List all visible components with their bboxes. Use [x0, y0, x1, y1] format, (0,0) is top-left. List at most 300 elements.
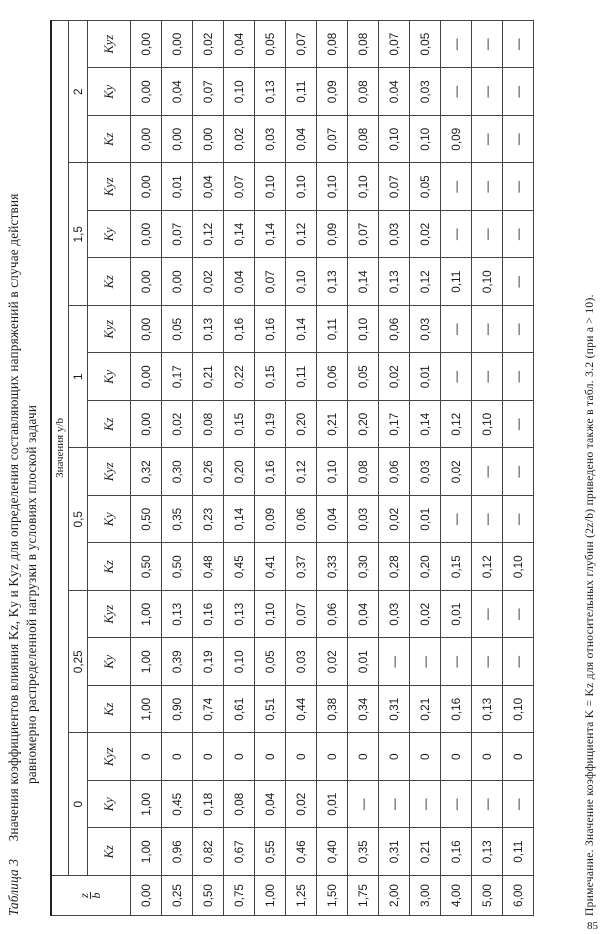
table-row — [379, 20, 410, 915]
table-cell: 0,02 — [162, 401, 193, 449]
subcol-label: Kz — [101, 417, 116, 431]
table-cell: 0,04 — [317, 496, 348, 544]
table-cell: 0,08 — [348, 20, 379, 68]
table-cell: 0,11 — [286, 353, 317, 401]
table-cell: 0,15 — [255, 353, 286, 401]
table-cell: — — [472, 638, 503, 686]
table-cell: 0,39 — [162, 638, 193, 686]
table-cell: 0,37 — [286, 543, 317, 591]
table-cell: 0,08 — [348, 68, 379, 116]
table-cell: 0,22 — [224, 353, 255, 401]
table-cell: — — [441, 353, 472, 401]
table-cell: 0,07 — [193, 68, 224, 116]
table-cell: 1,00 — [131, 828, 162, 876]
table-row — [286, 20, 317, 915]
table-cell: 0,04 — [224, 20, 255, 68]
table-cell: 0,10 — [224, 638, 255, 686]
table-cell: 0 — [410, 733, 441, 781]
table-cell: 0,11 — [317, 306, 348, 354]
table-cell: 0,02 — [410, 211, 441, 259]
table-cell: 0,13 — [317, 258, 348, 306]
subcol-header — [88, 306, 131, 354]
table-cell: 0,02 — [379, 353, 410, 401]
table-cell: — — [472, 306, 503, 354]
table-cell: 0,05 — [410, 20, 441, 68]
row-zb-value: 0,25 — [162, 876, 193, 916]
table-row — [410, 20, 441, 915]
row-zb-value: 2,00 — [379, 876, 410, 916]
table-label: Таблица 3 — [6, 858, 21, 916]
table-cell: 0,04 — [255, 781, 286, 829]
table-cell: 0,03 — [379, 591, 410, 639]
row-zb-value: 4,00 — [441, 876, 472, 916]
subcol-header — [88, 20, 131, 68]
table-cell: 0,12 — [193, 211, 224, 259]
table-cell: 0,67 — [224, 828, 255, 876]
row-header-fraction: z b — [77, 892, 103, 899]
table-cell: 0,09 — [441, 116, 472, 164]
subcol-header — [88, 211, 131, 259]
table-cell: — — [441, 163, 472, 211]
table-cell: — — [441, 496, 472, 544]
subcol-label: Kyz — [101, 747, 116, 767]
subcol-label: Ky — [101, 227, 116, 242]
row-header-cell — [51, 876, 131, 916]
table-cell: — — [472, 20, 503, 68]
table-cell: 0,07 — [224, 163, 255, 211]
table-cell: — — [503, 401, 534, 449]
table-cell: — — [441, 68, 472, 116]
table-cell: — — [441, 781, 472, 829]
row-zb-value: 0,50 — [193, 876, 224, 916]
table-cell: 0 — [255, 733, 286, 781]
table-cell: 0,10 — [410, 116, 441, 164]
table-cell: — — [472, 163, 503, 211]
table-cell: 0,46 — [286, 828, 317, 876]
table-cell: 0,50 — [131, 496, 162, 544]
table-cell: 0,40 — [317, 828, 348, 876]
table-row — [441, 20, 472, 915]
table-cell: 0,08 — [224, 781, 255, 829]
table-cell: 0,15 — [441, 543, 472, 591]
table-cell: 0,12 — [410, 258, 441, 306]
coefficients-table — [50, 20, 534, 916]
table-cell: 0,50 — [162, 543, 193, 591]
table-cell: 0,10 — [286, 163, 317, 211]
table-cell: 0,10 — [472, 258, 503, 306]
table-cell: 1,00 — [131, 781, 162, 829]
table-cell: 0,00 — [131, 401, 162, 449]
table-cell: — — [503, 496, 534, 544]
table-cell: 0,61 — [224, 686, 255, 734]
table-cell: 0,01 — [410, 496, 441, 544]
table-cell: 0,05 — [255, 20, 286, 68]
table-cell: 0,12 — [286, 211, 317, 259]
table-cell: 0 — [162, 733, 193, 781]
table-cell: 0,74 — [193, 686, 224, 734]
table-cell: 0,01 — [348, 638, 379, 686]
subcol-header — [88, 401, 131, 449]
table-cell: — — [503, 258, 534, 306]
table-cell: 0,03 — [410, 306, 441, 354]
table-cell: 0,13 — [162, 591, 193, 639]
table-cell: 0,14 — [286, 306, 317, 354]
table-cell: 0,14 — [410, 401, 441, 449]
table-cell: 0,28 — [379, 543, 410, 591]
group-header-1: 0,25 — [69, 591, 88, 734]
table-cell: 0,20 — [286, 401, 317, 449]
table-cell: 0,05 — [162, 306, 193, 354]
table-row — [348, 20, 379, 915]
table-cell: 0,45 — [162, 781, 193, 829]
subcol-header — [88, 116, 131, 164]
table-row — [255, 20, 286, 915]
caption-line-2: равномерно распределенной нагрузки в условиях плоской задачи — [24, 404, 39, 784]
table-cell: 0,16 — [255, 306, 286, 354]
table-cell: 0,26 — [193, 448, 224, 496]
table-cell: 0,30 — [348, 543, 379, 591]
table-cell: 0 — [379, 733, 410, 781]
subcol-label: Ky — [101, 512, 116, 527]
table-cell: 0 — [131, 733, 162, 781]
table-cell: 0,96 — [162, 828, 193, 876]
table-row — [224, 20, 255, 915]
table-cell: 0,09 — [317, 68, 348, 116]
table-cell: 0,16 — [224, 306, 255, 354]
table-cell: 0,07 — [286, 20, 317, 68]
subcol-header — [88, 543, 131, 591]
table-cell: 0,01 — [441, 591, 472, 639]
table-cell: 0,21 — [410, 828, 441, 876]
table-cell: — — [379, 638, 410, 686]
table-cell: 0,21 — [193, 353, 224, 401]
table-cell: 0,13 — [472, 686, 503, 734]
table-cell: 0,20 — [224, 448, 255, 496]
table-cell: 0 — [224, 733, 255, 781]
table-cell: 0,23 — [193, 496, 224, 544]
row-zb-value: 0,00 — [131, 876, 162, 916]
table-cell: 0,01 — [410, 353, 441, 401]
table-cell: 0,32 — [131, 448, 162, 496]
table-cell: 0,06 — [379, 306, 410, 354]
table-cell: 0,07 — [286, 591, 317, 639]
table-cell: 0,55 — [255, 828, 286, 876]
table-cell: 0,12 — [472, 543, 503, 591]
row-zb-value: 0,75 — [224, 876, 255, 916]
table-cell: 0,02 — [441, 448, 472, 496]
table-cell: 0,00 — [193, 116, 224, 164]
table-cell: 0,41 — [255, 543, 286, 591]
table-cell: 1,00 — [131, 591, 162, 639]
subcol-label: Kyz — [101, 462, 116, 482]
table-cell: 0 — [472, 733, 503, 781]
table-cell: 0,06 — [317, 353, 348, 401]
table-cell: 0,04 — [162, 68, 193, 116]
table-cell: — — [503, 591, 534, 639]
table-cell: 0,02 — [379, 496, 410, 544]
table-cell: — — [472, 68, 503, 116]
subcol-label: Ky — [101, 84, 116, 99]
table-cell: 0,34 — [348, 686, 379, 734]
table-cell: 0,10 — [286, 258, 317, 306]
subcol-label: Kz — [101, 702, 116, 716]
table-row — [162, 20, 193, 915]
subcol-header — [88, 496, 131, 544]
table-cell: 0,15 — [224, 401, 255, 449]
table-cell: 0,44 — [286, 686, 317, 734]
table-cell: 0,13 — [472, 828, 503, 876]
table-cell: 0,00 — [131, 163, 162, 211]
table-cell: 0,02 — [193, 20, 224, 68]
table-cell: 0,13 — [255, 68, 286, 116]
table-cell: 0,90 — [162, 686, 193, 734]
caption-line-2-wrap — [24, 405, 40, 784]
page-number: 85 — [587, 920, 598, 932]
table-cell: 0,10 — [472, 401, 503, 449]
table-cell: 0,10 — [317, 163, 348, 211]
table-cell: 0,35 — [348, 828, 379, 876]
table-cell: 0,01 — [317, 781, 348, 829]
table-cell: — — [503, 306, 534, 354]
table-cell: 0,13 — [379, 258, 410, 306]
table-row — [503, 20, 534, 915]
table-cell: 0,03 — [348, 496, 379, 544]
group-header-4: 1,5 — [69, 163, 88, 306]
table-cell: 0,07 — [317, 116, 348, 164]
table-cell: 0,01 — [162, 163, 193, 211]
table-row — [131, 20, 162, 915]
subcol-header — [88, 638, 131, 686]
table-cell: 0,17 — [379, 401, 410, 449]
subcol-label: Ky — [101, 797, 116, 812]
table-cell: 0,02 — [410, 591, 441, 639]
table-cell: 0,33 — [317, 543, 348, 591]
table-cell: 0,02 — [317, 638, 348, 686]
table-cell: 0,07 — [255, 258, 286, 306]
table-cell: 0,51 — [255, 686, 286, 734]
table-cell: 0,00 — [131, 20, 162, 68]
table-cell: 0,09 — [255, 496, 286, 544]
table-cell: 0,13 — [193, 306, 224, 354]
table-cell: — — [503, 638, 534, 686]
table-cell: 0,06 — [286, 496, 317, 544]
table-cell: — — [472, 781, 503, 829]
table-cell: — — [503, 781, 534, 829]
table-cell: 0,14 — [224, 496, 255, 544]
subcol-label: Kz — [101, 275, 116, 289]
table-cell: 0,08 — [348, 116, 379, 164]
table-cell: 0,08 — [348, 448, 379, 496]
row-zb-value: 1,25 — [286, 876, 317, 916]
table-row — [193, 20, 224, 915]
table-cell: 0,07 — [162, 211, 193, 259]
table-cell: 0,14 — [255, 211, 286, 259]
table-cell: — — [472, 116, 503, 164]
table-row — [472, 20, 503, 915]
table-cell: 0,03 — [410, 68, 441, 116]
table-cell: 0,00 — [131, 306, 162, 354]
subcol-label: Kyz — [101, 319, 116, 339]
table-cell: 0,19 — [193, 638, 224, 686]
table-cell: — — [503, 163, 534, 211]
table-cell: 0,05 — [255, 638, 286, 686]
table-cell: 0,07 — [379, 20, 410, 68]
row-zb-value: 1,00 — [255, 876, 286, 916]
table-cell: — — [503, 353, 534, 401]
table-cell: 0,04 — [193, 163, 224, 211]
row-zb-value: 3,00 — [410, 876, 441, 916]
table-cell: 0,09 — [317, 211, 348, 259]
subcol-header — [88, 68, 131, 116]
subcol-label: Ky — [101, 654, 116, 669]
row-zb-value: 6,00 — [503, 876, 534, 916]
table-cell: — — [410, 781, 441, 829]
subcol-header — [88, 448, 131, 496]
table-cell: 0,50 — [131, 543, 162, 591]
values-header: Значения y/b — [51, 20, 69, 875]
table-cell: 0,03 — [255, 116, 286, 164]
table-cell: 0,38 — [317, 686, 348, 734]
table-cell: — — [503, 20, 534, 68]
table-cell: 0,21 — [410, 686, 441, 734]
table-cell: 0,07 — [379, 163, 410, 211]
row-zb-value: 1,75 — [348, 876, 379, 916]
table-cell: 0 — [193, 733, 224, 781]
table-cell: 0,03 — [286, 638, 317, 686]
table-cell: 0,00 — [131, 116, 162, 164]
caption-line-1: Значения коэффициентов влияния Kz, Ky и Kyz для определения составляющих напряжений в случае действия — [6, 193, 21, 842]
table-cell: 0,10 — [348, 163, 379, 211]
group-header-0: 0 — [69, 733, 88, 876]
table-cell: 0,10 — [224, 68, 255, 116]
table-cell: — — [472, 448, 503, 496]
table-cell: 0 — [286, 733, 317, 781]
table-cell: 0,00 — [131, 353, 162, 401]
table-cell: — — [503, 211, 534, 259]
table-cell: 0,03 — [410, 448, 441, 496]
subcol-header — [88, 163, 131, 211]
table-cell: — — [441, 20, 472, 68]
table-cell: 0,05 — [410, 163, 441, 211]
table-cell: 0 — [503, 733, 534, 781]
table-cell: 0,14 — [224, 211, 255, 259]
table-cell: — — [472, 496, 503, 544]
table-cell: 0,08 — [317, 20, 348, 68]
table-cell: — — [503, 116, 534, 164]
table-cell: 0,20 — [410, 543, 441, 591]
table-cell: 0,16 — [441, 686, 472, 734]
table-cell: 0,04 — [286, 116, 317, 164]
table-cell: 0 — [317, 733, 348, 781]
table-cell: 0,31 — [379, 828, 410, 876]
table-cell: 0,04 — [348, 591, 379, 639]
row-zb-value: 5,00 — [472, 876, 503, 916]
table-cell: 0,21 — [317, 401, 348, 449]
table-cell: 0,00 — [162, 116, 193, 164]
table-cell: 0,82 — [193, 828, 224, 876]
subcol-label: Kyz — [101, 34, 116, 54]
subcol-header — [88, 258, 131, 306]
table-cell: 0,45 — [224, 543, 255, 591]
subcol-label: Kyz — [101, 177, 116, 197]
group-header-5: 2 — [69, 20, 88, 163]
table-cell: 0,05 — [348, 353, 379, 401]
table-cell: 0,10 — [379, 116, 410, 164]
table-cell: 0,20 — [348, 401, 379, 449]
table-cell: 0,16 — [441, 828, 472, 876]
table-cell: 0,10 — [503, 543, 534, 591]
table-cell: 0,30 — [162, 448, 193, 496]
table-cell: 0,31 — [379, 686, 410, 734]
group-header-2: 0,5 — [69, 448, 88, 591]
table-cell: 0,16 — [193, 591, 224, 639]
subcol-label: Kz — [101, 132, 116, 146]
subcol-header — [88, 781, 131, 829]
table-cell: 0.04 — [379, 68, 410, 116]
table-cell: 0,08 — [193, 401, 224, 449]
table-cell: 0,10 — [503, 686, 534, 734]
table-cell: 0,48 — [193, 543, 224, 591]
table-cell: 0,06 — [317, 591, 348, 639]
table-cell: 0,11 — [441, 258, 472, 306]
table-cell: 0,02 — [224, 116, 255, 164]
table-cell: 0,00 — [131, 258, 162, 306]
table-cell: 0,00 — [131, 68, 162, 116]
subcol-header — [88, 353, 131, 401]
subcol-header — [88, 591, 131, 639]
table-cell: 0,00 — [131, 211, 162, 259]
subcol-header — [88, 828, 131, 876]
table-footnote: Примечание. Значение коэффициента K = Kz для относительных глубин (2z/b) приведено также в табл. 3.2 (при a > 10). — [584, 294, 596, 916]
table-cell: — — [441, 211, 472, 259]
table-cell: 0,07 — [348, 211, 379, 259]
table-cell: 0,03 — [379, 211, 410, 259]
row-zb-value: 1,50 — [317, 876, 348, 916]
table-cell: 0,00 — [162, 258, 193, 306]
table-cell: — — [348, 781, 379, 829]
table-cell: — — [503, 448, 534, 496]
table-cell: 0,14 — [348, 258, 379, 306]
table-cell: 0,10 — [348, 306, 379, 354]
table-cell: — — [410, 638, 441, 686]
table-cell: 0,04 — [224, 258, 255, 306]
table-caption — [6, 194, 22, 917]
table-cell: 0,11 — [286, 68, 317, 116]
table-cell: 0 — [441, 733, 472, 781]
subcol-header — [88, 733, 131, 781]
table-cell: 0 — [348, 733, 379, 781]
table-cell: 1,00 — [131, 686, 162, 734]
subcol-label: Kz — [101, 845, 116, 859]
table-cell: 0,02 — [193, 258, 224, 306]
group-header-3: 1 — [69, 306, 88, 449]
table-cell: 0,06 — [379, 448, 410, 496]
table-cell: — — [472, 211, 503, 259]
table-cell: 1,00 — [131, 638, 162, 686]
table-cell: — — [472, 591, 503, 639]
table-cell: — — [472, 353, 503, 401]
table-cell: 0,19 — [255, 401, 286, 449]
table-cell: 0,10 — [255, 591, 286, 639]
subcol-label: Kz — [101, 560, 116, 574]
subcol-label: Ky — [101, 369, 116, 384]
table-cell: 0,17 — [162, 353, 193, 401]
table-cell: 0,12 — [286, 448, 317, 496]
table-cell: — — [441, 306, 472, 354]
table-cell: — — [503, 68, 534, 116]
table-cell: 0,35 — [162, 496, 193, 544]
table-cell: 0,00 — [162, 20, 193, 68]
